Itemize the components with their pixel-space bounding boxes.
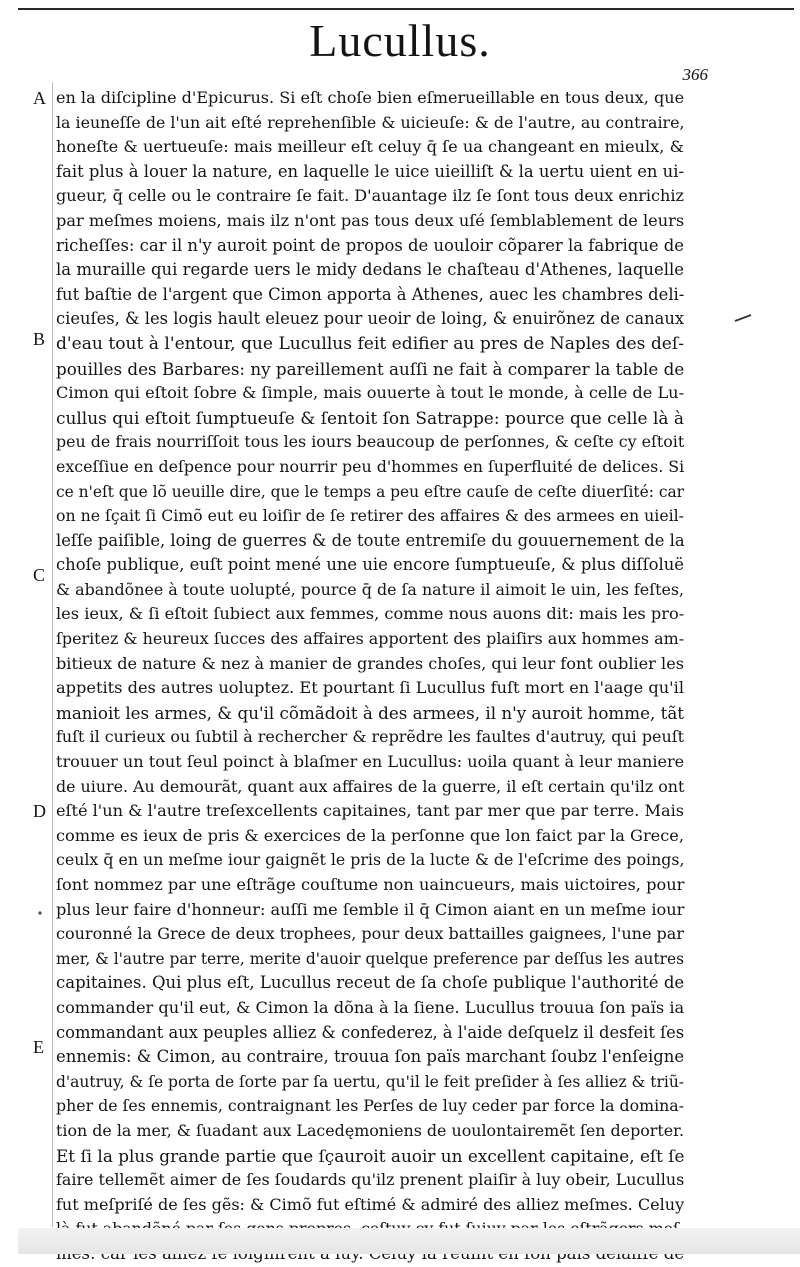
text-line: la ieuneſſe de l'un ait eſté reprehenſible & uicieuſe: & de l'autre, au contraire, [56,112,685,132]
text-line: plus leur faire d'honneur: auſſi me ſemble il q̄ Cimon aiant en un meſme iour [56,899,685,919]
text-line: fuſt il curieux ou ſubtil à rechercher & reprẽdre les faultes d'autruy, qui peuſt [56,727,684,747]
top-border-rule [18,8,794,10]
text-line: commander qu'il eut, & Cimon la dõna à la ſiene. Lucullus trouua ſon païs ia [56,997,685,1017]
text-line: gueur, q̄ celle ou le contraire ſe fait. D'auantage ilz ſe ſont tous deux enrichiz [56,186,684,206]
text-line: tion de la mer, & ſuadant aux Lacedęmoniens de uoulontairemẽt ſen deporter. [56,1120,684,1140]
text-line: honeſte & uertueuſe: mais meilleur eſt celuy q̄ ſe ua changeant en mieulx, & [56,137,684,157]
body-text [56,86,684,1267]
text-line: ceulx q̄ en un meſme iour gaignẽt le pris de la lucte & de l'eſcrime des poings, [56,850,685,870]
text-line: de uiure. Au demourãt, quant aux affaires de la guerre, il eſt certain qu'ilz ont [56,776,685,796]
text-line: peu de frais nourriſſoit tous les iours beaucoup de perſonnes, & ceſte cy eſtoit [56,432,685,452]
text-line: ſperitez & heureux ſucces des affaires apportent des plaiſirs aux hommes am- [56,629,685,649]
text-line: en la diſcipline d'Epicurus. Si eſt choſe bien eſmerueillable en tous deux, que [56,88,685,107]
margin-annotation-dot [36,906,44,920]
text-line: commandant aux peuples alliez & confederez, à l'aide deſquelz il desfeit ſes [56,1022,685,1042]
margin-rule [52,82,53,1227]
text-line: cullus qui eſtoit ſumptueuſe & ſentoit ſon Satrappe: pource que celle là à [56,407,684,428]
page-number: 366 [682,65,708,84]
running-head: Lucullus. [309,15,491,66]
text-line: Et ſi la plus grande partie que ſçauroit auoir un excellent capitaine, eſt ſe [56,1145,685,1166]
text-line: mer, & l'autre par terre, merite d'auoir quelque preference par deſſus les autres [56,949,684,968]
text-line: pouilles des Barbares: ny pareillement auſſi ne fait à comparer la table de [56,358,685,379]
margin-annotation-stroke [734,312,752,326]
margin-letter-d: D [33,801,46,821]
margin-letter-c: C [33,565,46,585]
text-line: fut meſpriſé de ſes gẽs: & Cimõ fut eſtimé & admiré des alliez meſmes. Celuy [56,1194,685,1214]
text-line: bitieux de nature & nez à manier de grandes choſes, qui leur font oublier les [56,653,684,673]
text-line: ce n'eſt que lõ ueuille dire, que le temps a peu eſtre cauſe de ceſte diuerſité: car [56,482,685,501]
text-line: cieuſes, & les logis hault eleuez pour ueoir de loing, & enuirõnez de canaux [56,309,685,329]
page-bottom-edge [18,1228,800,1254]
text-line: choſe publique, euſt point mené une uie encore ſumptueuſe, & plus diſſoluë [56,555,684,575]
text-line: la muraille qui regarde uers le midy dedans le chaſteau d'Athenes, laquelle [56,260,684,280]
text-line: richeſſes: car il n'y auroit point de propos de uouloir cõparer la fabrique de [56,235,684,255]
text-line: ennemis: & Cimon, au contraire, trouua ſon païs marchant ſoubz l'enſeigne [56,1047,685,1067]
text-line: leſſe paiſible, loing de guerres & de toute entremiſe du gouuernement de la [56,530,685,550]
text-line: les ieux, & ſi eſtoit ſubiect aux femmes, comme nous auons dit: mais les pro- [56,604,685,624]
text-line: d'autruy, & ſe porta de ſorte par ſa uertu, qu'il le feit preſider à ſes alliez & triũ- [56,1072,685,1091]
text-line: pher de ſes ennemis, contraignant les Perſes de luy ceder par force la domina- [56,1096,684,1116]
text-line: on ne ſçait ſi Cimõ eut eu loiſir de ſe retirer des affaires & des armees en uieil- [56,506,684,526]
text-line: Cimon qui eſtoit ſobre & ſimple, mais ouuerte à tout le monde, à celle de Lu- [56,383,685,403]
text-line: capitaines. Qui plus eſt, Lucullus receut de ſa choſe publique l'authorité de [56,973,685,993]
text-line: exceſſiue en deſpence pour nourrir peu d'hommes en ſuperfluité de delices. Si [56,456,685,476]
text-line: trouuer un tout ſeul poinct à blaſmer en Lucullus: uoila quant à leur maniere [56,752,685,772]
text-line: d'eau tout à l'entour, que Lucullus feit edifier au pres de Naples des deſ- [56,333,684,354]
text-line: eſté l'un & l'autre treſexcellents capitaines, tant par mer que par terre. Mais [56,801,684,821]
text-line: couronné la Grece de deux trophees, pour deux battailles gaignees, l'une par [56,924,684,944]
text-line: faire tellemẽt aimer de ſes ſoudards qu'ilz prenent plaiſir à luy obeir, Lucullus [56,1170,685,1190]
margin-letter-e: E [33,1037,44,1057]
text-line: fut baſtie de l'argent que Cimon apporta à Athenes, auec les chambres deli- [56,284,685,304]
margin-letter-b: B [33,329,46,349]
text-line: & abandõnee à toute uolupté, pource q̄ de ſa nature il aimoit le uin, les feſtes, [56,579,685,599]
text-line: comme es ieux de pris & exercices de la perſonne que lon faict par la Grece, [56,825,684,845]
text-line: par meſmes moiens, mais ilz n'ont pas tous deux uſé ſemblablement de leurs [56,210,685,230]
margin-letter-a: A [33,88,46,108]
text-line: fait plus à louer la nature, en laquelle le uice uieilliſt & la uertu uient en ui- [56,161,684,181]
text-line: ſont nommez par une eſtrãge couſtume non uaincueurs, mais uictoires, pour [56,875,685,894]
text-line: manioit les armes, & qu'il cõmãdoit à des armees, il n'y auroit homme, tãt [56,702,684,723]
text-line: appetits des autres uoluptez. Et pourtant ſi Lucullus fuſt mort en l'aage qu'il [56,678,684,698]
